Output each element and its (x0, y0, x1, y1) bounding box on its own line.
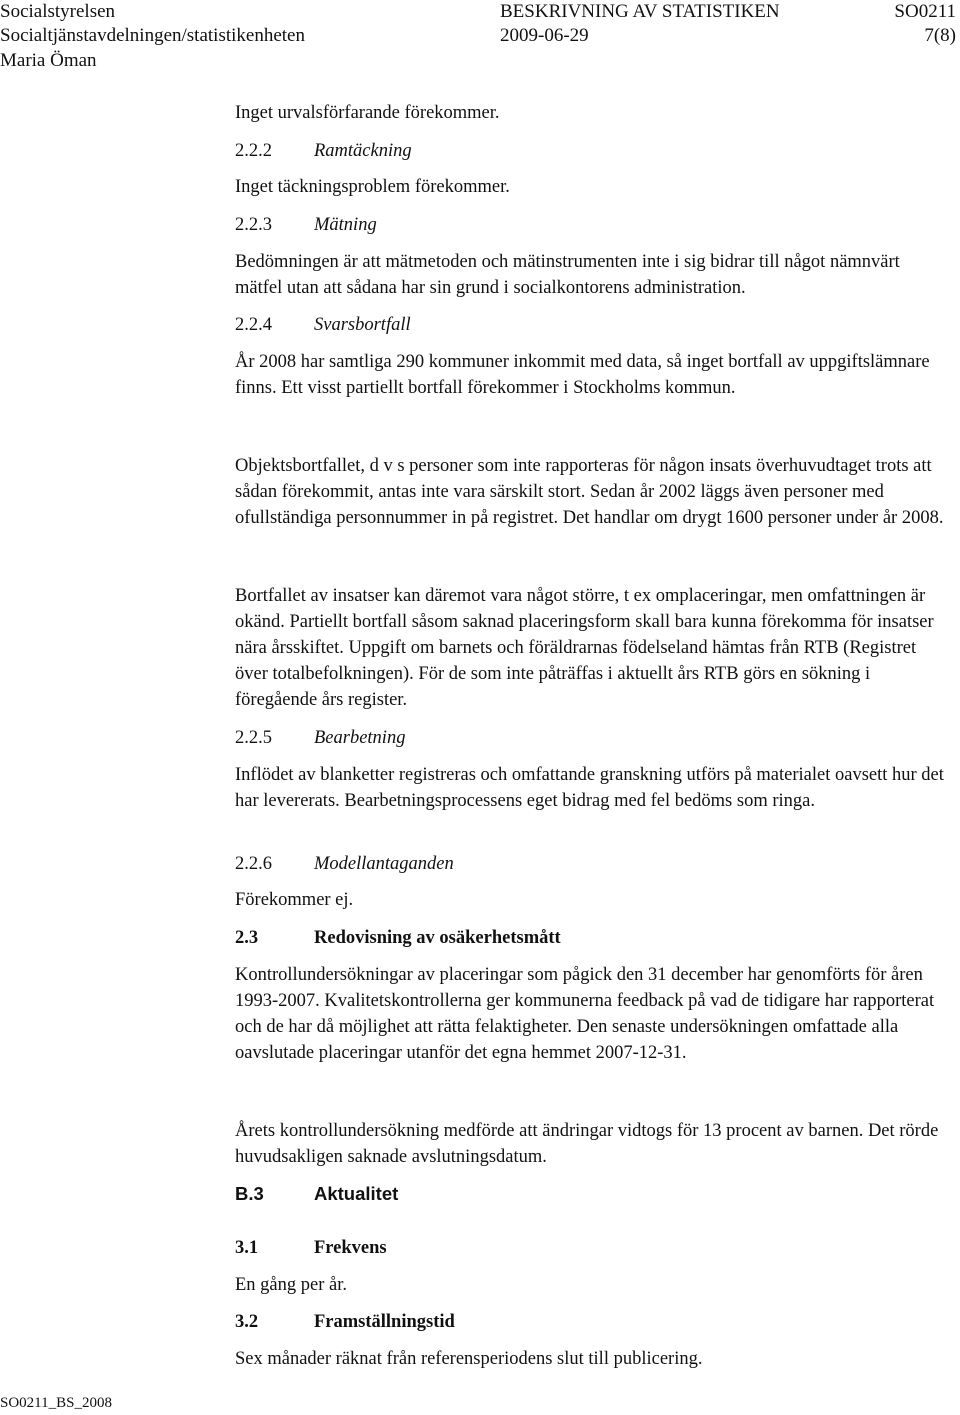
footer-code: SO0211_BS_2008 (0, 1395, 112, 1411)
paragraph: Objektsbortfallet, d v s personer som inte rapporteras för någon insats överhuvudtaget trots att sådan förekommit, antas inte vara särskilt stort. Sedan år 2002 läggs även personer med ofullständiga personnummer in på registret. Det handlar om drygt 1600 personer under år 2008. (235, 456, 944, 528)
header-department: Socialtjänstavdelningen/statistikenheten (0, 25, 305, 46)
section-heading: Ramtäckning (314, 141, 412, 161)
section-number: 3.1 (235, 1238, 259, 1258)
paragraph: Bortfallet av insatser kan däremot vara något större, t ex omplaceringar, men omfattningen är okänd. Partiellt bortfall såsom saknad placeringsform skall bara kunna förekomma för insatser nära årsskiftet. Uppgift om barnets och föräldrarnas födelseland hämtas från RTB (Registret över totalbefolkningen). För de som inte påträffas i aktuellt års RTB görs en sökning i föregående års register. (235, 586, 934, 710)
section-heading: Framställningstid (314, 1312, 455, 1332)
section-text: Förekommer ej. (235, 890, 354, 910)
paragraph: Kontrollundersökningar av placeringar som pågick den 31 december har genomförts för åren 1993-2007. Kvalitetskontrollerna ger kommunerna feedback på vad de tidigare har rapporterat och de har då möjlighet att rätta felaktigheter. Den senaste undersökningen omfattade alla oavslutade placeringar utanför det egna hemmet 2007-12-31. (235, 965, 935, 1063)
section-heading: Mätning (314, 215, 377, 235)
paragraph: Bedömningen är att mätmetoden och mätinstrumenten inte i sig bidrar till något nämnvärt mätfel utan att sådana har sin grund i socialkontorens administration. (235, 252, 900, 298)
header-date: 2009-06-29 (500, 25, 589, 46)
section-heading: Modellantaganden (314, 854, 454, 874)
section-number: 3.2 (235, 1312, 259, 1332)
header-author: Maria Öman (0, 50, 97, 71)
section-heading: Frekvens (314, 1238, 387, 1258)
section-number: 2.2.3 (235, 215, 272, 235)
section-text: Sex månader räknat från referensperiodens slut till publicering. (235, 1349, 703, 1369)
header-doc-type: BESKRIVNING AV STATISTIKEN (500, 1, 780, 22)
paragraph: Årets kontrollundersökning medförde att ändringar vidtogs för 13 procent av barnen. Det rörde huvudsakligen saknade avslutningsdatum. (235, 1121, 939, 1167)
section-number: 2.2.4 (235, 315, 272, 335)
chapter-number: B.3 (235, 1183, 264, 1204)
chapter-heading: Aktualitet (314, 1183, 399, 1204)
header-page-number: 7(8) (924, 25, 956, 46)
section-number: 2.2.2 (235, 141, 272, 161)
section-number: 2.2.5 (235, 728, 272, 748)
section-number: 2.2.6 (235, 854, 272, 874)
section-heading: Svarsbortfall (314, 315, 411, 335)
section-heading: Redovisning av osäkerhetsmått (314, 928, 561, 948)
section-text: Inget täckningsproblem förekommer. (235, 177, 510, 197)
header-doc-code: SO0211 (894, 1, 956, 22)
intro-text: Inget urvalsförfarande förekommer. (235, 103, 500, 123)
header-org: Socialstyrelsen (0, 1, 116, 22)
paragraph: År 2008 har samtliga 290 kommuner inkommit med data, så inget bortfall av uppgiftslämnare finns. Ett visst partiellt bortfall förekommer i Stockholms kommun. (235, 352, 930, 398)
section-number: 2.3 (235, 928, 259, 948)
section-heading: Bearbetning (314, 728, 406, 748)
section-text: En gång per år. (235, 1275, 347, 1295)
paragraph: Inflödet av blanketter registreras och omfattande granskning utförs på materialet oavsett hur det har levererats. Bearbetningsprocessens eget bidrag med fel bedöms som ringa. (235, 765, 944, 811)
